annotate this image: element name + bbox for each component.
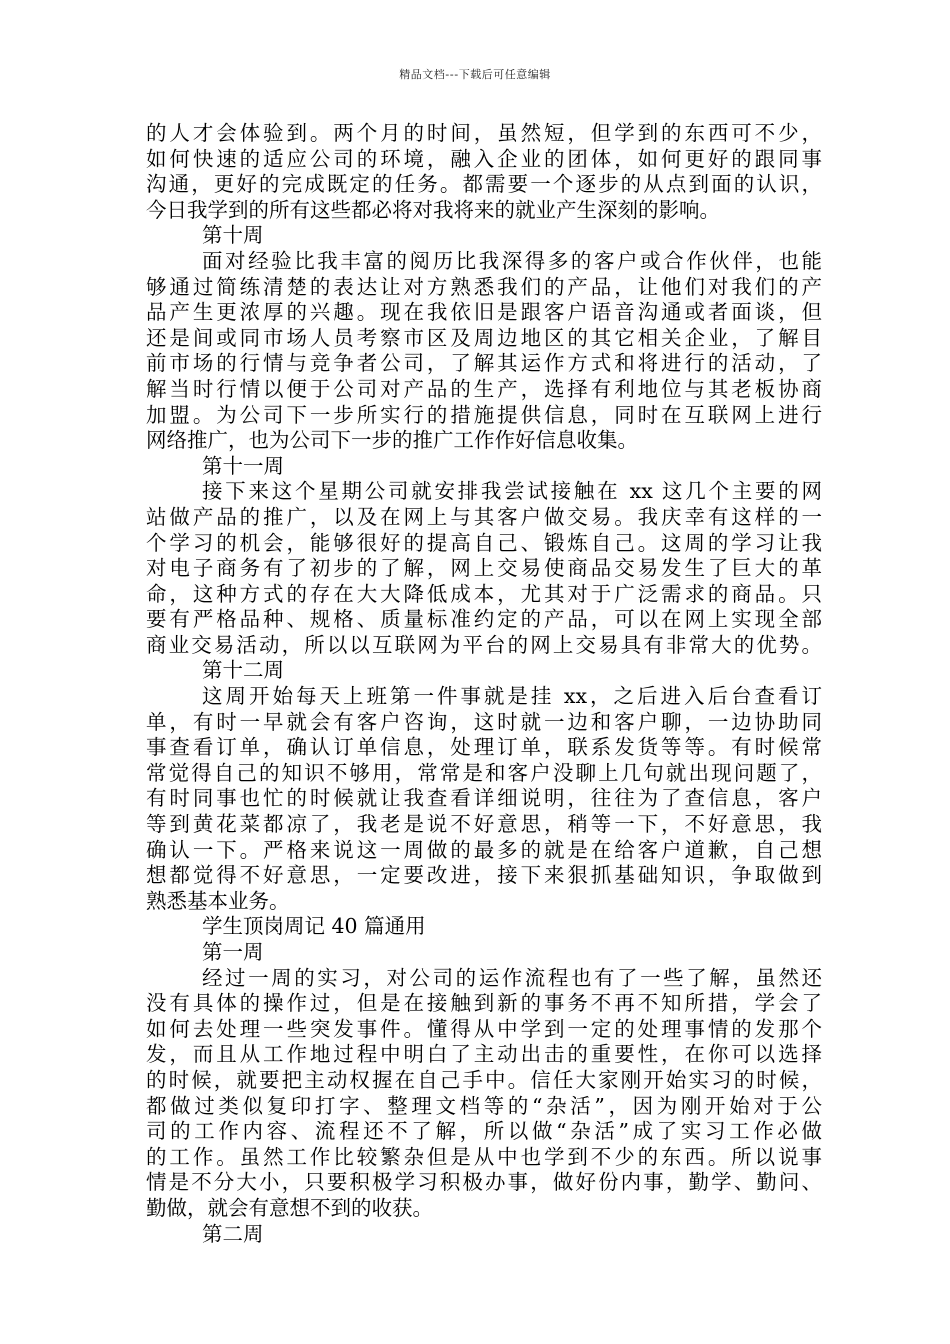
body-line: 接下来这个星期公司就安排我尝试接触在 xx 这几个主要的网 (202, 479, 822, 504)
body-line: 解当时行情以便于公司对产品的生产，选择有利地位与其老板协商 (146, 376, 822, 401)
body-line: 站做产品的推广，以及在网上与其客户做交易。我庆幸有这样的一 (146, 504, 822, 529)
section-heading: 第十一周 (202, 453, 284, 478)
body-line: 有时同事也忙的时候就让我查看详细说明，往往为了查信息，客户 (146, 786, 822, 811)
body-line: 司的工作内容、流程还不了解，所以做“杂活”成了实习工作必做 (146, 1119, 822, 1144)
body-line: 够通过简练清楚的表达让对方熟悉我们的产品，让他们对我们的产 (146, 274, 822, 299)
body-line: 单，有时一早就会有客户咨询，这时就一边和客户聊，一边协助同 (146, 709, 822, 734)
body-line: 网络推广，也为公司下一步的推广工作作好信息收集。 (146, 428, 638, 453)
body-line: 勤做，就会有意想不到的收获。 (146, 1195, 433, 1220)
body-line: 个学习的机会，能够很好的提高自己、锻炼自己。这周的学习让我 (146, 530, 822, 555)
section-heading: 第一周 (202, 940, 264, 964)
body-line: 等到黄花菜都凉了，我老是说不好意思，稍等一下，不好意思，我 (146, 812, 822, 837)
body-line: 前市场的行情与竞争者公司，了解其运作方式和将进行的活动，了 (146, 351, 822, 376)
body-line: 都做过类似复印打字、整理文档等的“杂活”，因为刚开始对于公 (146, 1093, 822, 1118)
body-line: 面对经验比我丰富的阅历比我深得多的客户或合作伙伴，也能 (202, 248, 822, 273)
body-line: 熟悉基本业务。 (146, 888, 290, 913)
body-line: 商业交易活动，所以以互联网为平台的网上交易具有非常大的优势。 (146, 632, 822, 657)
body-line: 没有具体的操作过，但是在接触到新的事务不再不知所措，学会了 (146, 991, 822, 1016)
body-line: 的时候，就要把主动权握在自己手中。信任大家刚开始实习的时候， (146, 1067, 822, 1092)
body-line: 情是不分大小，只要积极学习积极办事，做好份内事，勤学、勤问、 (146, 1170, 822, 1195)
section-heading: 第二周 (202, 1221, 264, 1246)
body-line: 加盟。为公司下一步所实行的措施提供信息，同时在互联网上进行 (146, 402, 822, 427)
body-line: 事查看订单，确认订单信息，处理订单，联系发货等等。有时候常 (146, 735, 822, 760)
body-line: 经过一周的实习，对公司的运作流程也有了一些了解，虽然还 (202, 965, 822, 990)
body-line: 确认一下。严格来说这一周做的最多的就是在给客户道歉，自己想 (146, 837, 822, 862)
body-line: 这周开始每天上班第一件事就是挂 xx，之后进入后台查看订 (202, 684, 822, 709)
body-line: 要有严格品种、规格、质量标准约定的产品，可以在网上实现全部 (146, 607, 822, 632)
section-heading: 第十周 (202, 223, 264, 248)
body-line: 发，而且从工作地过程中明白了主动出击的重要性，在你可以选择 (146, 1042, 822, 1067)
body-line: 想都觉得不好意思，一定要改进，接下来狠抓基础知识，争取做到 (146, 863, 822, 888)
section-heading: 第十二周 (202, 658, 284, 683)
document-body (146, 121, 822, 1247)
body-line: 如何快速的适应公司的环境，融入企业的团体，如何更好的跟同事 (146, 146, 822, 171)
body-line: 如何去处理一些突发事件。懂得从中学到一定的处理事情的发那个 (146, 1016, 822, 1041)
body-line: 的工作。虽然工作比较繁杂但是从中也学到不少的东西。所以说事 (146, 1144, 822, 1169)
body-line: 的人才会体验到。两个月的时间，虽然短，但学到的东西可不少， (146, 121, 822, 145)
section-heading: 学生顶岗周记 40 篇通用 (202, 914, 426, 939)
body-line: 品产生更浓厚的兴趣。现在我依旧是跟客户语音沟通或者面谈，但 (146, 300, 822, 325)
body-line: 今日我学到的所有这些都必将对我将来的就业产生深刻的影响。 (146, 197, 720, 222)
body-line: 还是间或同市场人员考察市区及周边地区的其它相关企业，了解目 (146, 325, 822, 350)
body-line: 常觉得自己的知识不够用，常常是和客户没聊上几句就出现问题了， (146, 760, 822, 785)
body-line: 对电子商务有了初步的了解，网上交易使商品交易发生了巨大的革 (146, 556, 822, 581)
page-header: 精品文档---下载后可任意编辑 (399, 68, 551, 81)
body-line: 命，这种方式的存在大大降低成本，尤其对于广泛需求的商品。只 (146, 581, 822, 606)
body-line: 沟通，更好的完成既定的任务。都需要一个逐步的从点到面的认识， (146, 172, 822, 197)
